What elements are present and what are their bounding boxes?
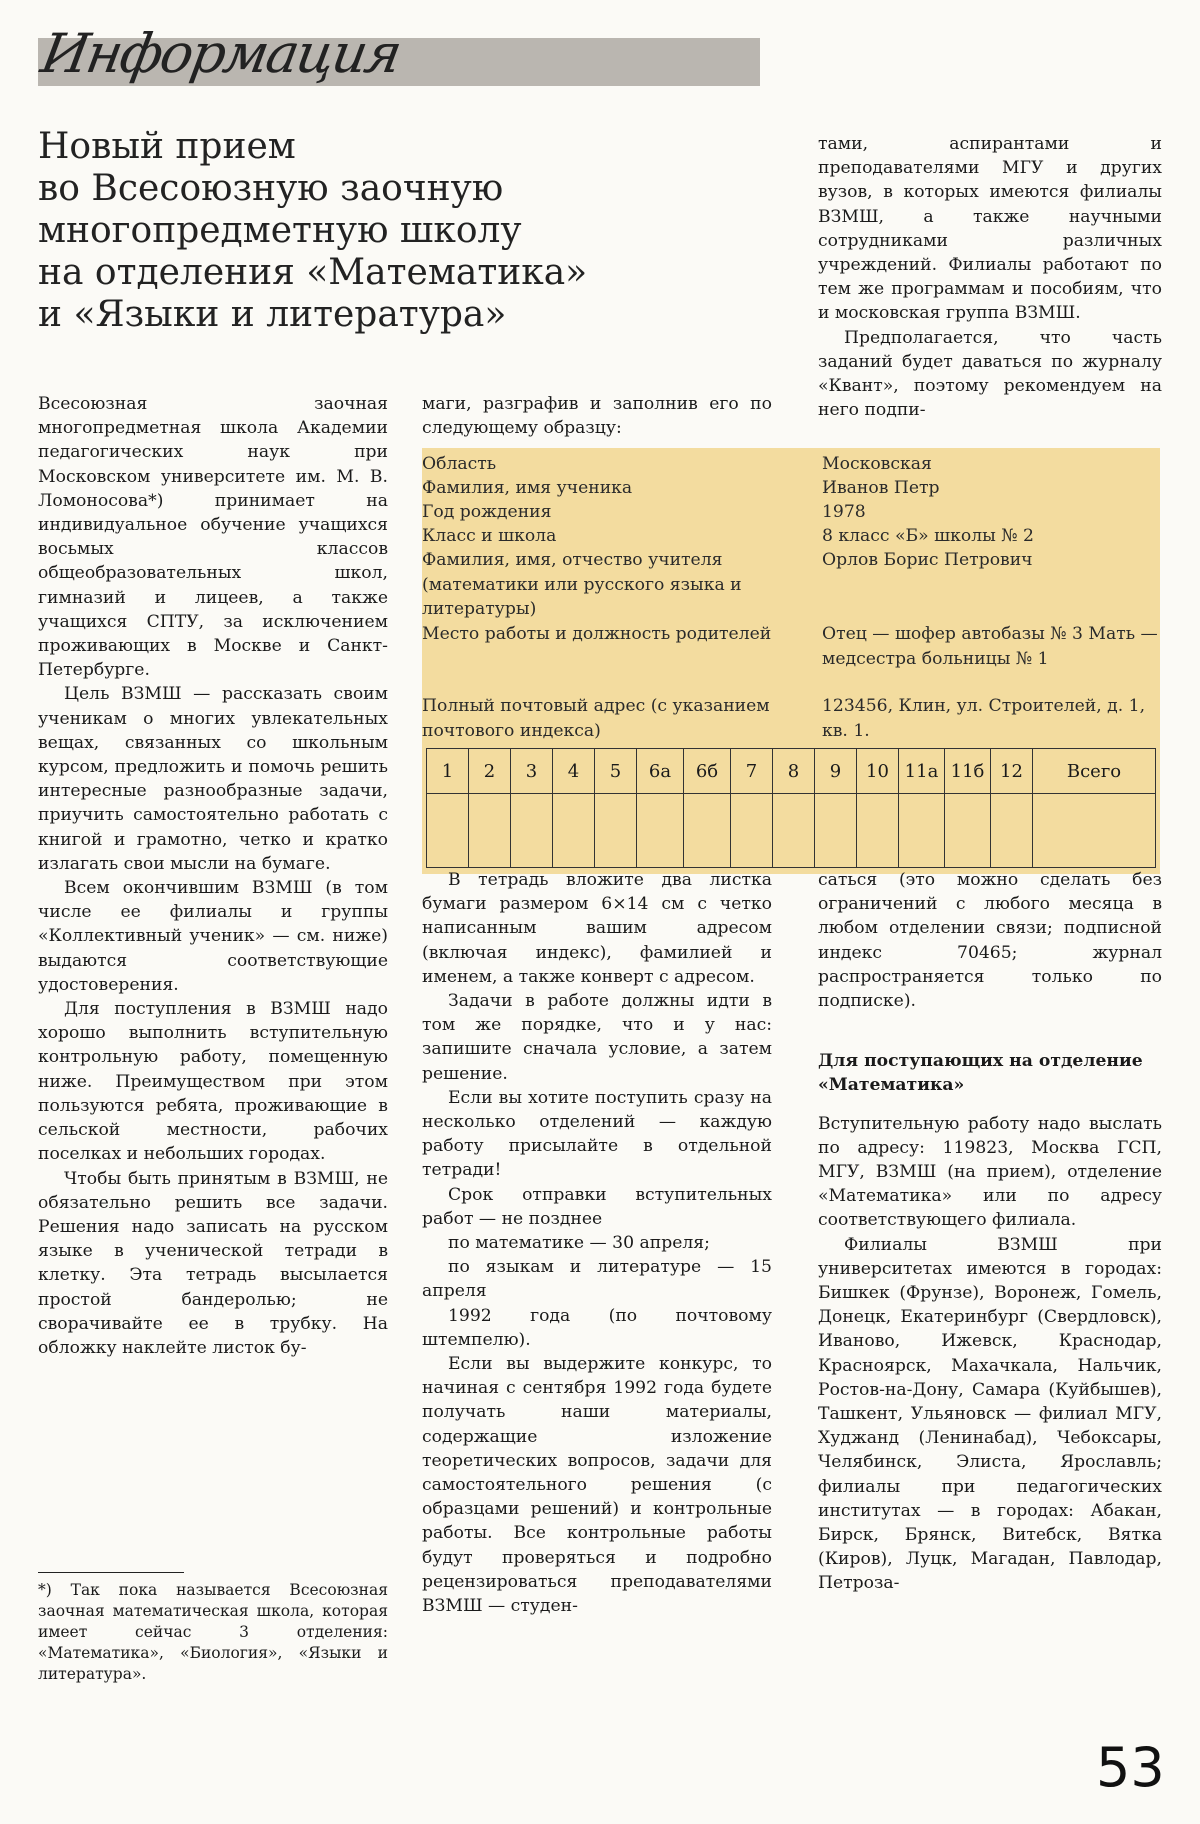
grid-header-cell: 2 (469, 749, 511, 794)
grid-header-cell: 11б (945, 749, 991, 794)
form-label: Класс и школа (422, 526, 557, 546)
form-value: Московская (822, 454, 932, 474)
grid-cell (1033, 794, 1156, 868)
column-3-top (818, 132, 1162, 422)
grid-header-cell: 7 (731, 749, 773, 794)
form-value: 1978 (822, 502, 866, 522)
grid-header-cell: 4 (553, 749, 595, 794)
form-value: 8 класс «Б» школы № 2 (822, 526, 1034, 546)
grid-cell (595, 794, 637, 868)
paragraph: Цель ВЗМШ — рассказать своим ученикам о многих увлекательных вещах, связанных со школьным курсом, предложить и помочь решить интересные разнообразные задачи, приучить самостоятельно работать с книгой и грамотно, четко и кратко излагать свои мысли на бумаге. (38, 684, 388, 874)
paragraph: Предполагается, что часть заданий будет даваться по журналу «Квант», поэтому рекомендуем на него подпи- (818, 327, 1162, 421)
score-grid (426, 748, 1156, 868)
article-title (38, 126, 738, 336)
grid-cell (815, 794, 857, 868)
paragraph: Чтобы быть принятым в ВЗМШ, не обязательно решить все задачи. Решения надо записать на русском языке в ученической тетради в клетку. Эта тетрадь высылается простой бандеролью; не сворачивайте ее в трубку. На обложку наклейте листок бу- (38, 1168, 388, 1358)
grid-cell (553, 794, 595, 868)
paragraph: Филиалы ВЗМШ при университетах имеются в городах: Бишкек (Фрунзе), Воронеж, Гомель, Донецк, Екатеринбург (Свердловск), Иваново, Ижевск, Краснодар, Красноярск, Махачкала, Нальчик, Ростов-на-Дону, Самара (Куйбышев), Ташкент, Ульяновск — филиал МГУ, Худжанд (Ленинабад), Чебоксары, Челябинск, Элиста, Ярославль; филиалы при педагогических институтах — в городах: Абакан, Бирск, Брянск, Витебск, Вятка (Киров), Луцк, Магадан, Павлодар, Петроза- (818, 1234, 1162, 1594)
grid-header-cell: 10 (857, 749, 899, 794)
form-value: 123456, Клин, ул. Строителей, д. 1, кв. 1. (822, 696, 1146, 741)
column-1 (38, 392, 388, 1360)
grid-cell (637, 794, 684, 868)
form-label: Место работы и должность родителей (422, 624, 772, 644)
sample-form (422, 448, 1160, 874)
paragraph: маги, разграфив и заполнив его по следующему образцу: (422, 394, 772, 439)
grid-header-cell: 6б (684, 749, 731, 794)
form-label: Год рождения (422, 502, 552, 522)
grid-header-cell: 6а (637, 749, 684, 794)
grid-cell (773, 794, 815, 868)
form-value: Иванов Петр (822, 478, 940, 498)
paragraph: 1992 года (по почтовому штемпелю). (422, 1305, 772, 1350)
form-label: Фамилия, имя, отчество учителя (математики или русского языка и литературы) (422, 550, 742, 619)
paragraph: саться (это можно сделать без ограничений с любого месяца в любом отделении связи; подписной индекс 70465; журнал распространяется только по подписке). (818, 870, 1162, 1012)
grid-cell (427, 794, 469, 868)
grid-header-cell: 5 (595, 749, 637, 794)
grid-header-cell: 8 (773, 749, 815, 794)
grid-cell (511, 794, 553, 868)
grid-cell (469, 794, 511, 868)
title-line: во Всесоюзную заочную (38, 168, 504, 209)
paragraph: Если вы хотите поступить сразу на несколько отделений — каждую работу присылайте в отдельной тетради! (422, 1087, 772, 1181)
footnote-text: *) Так пока называется Всесоюзная заочная математическая школа, которая имеет сейчас 3 отделения: «Математика», «Биология», «Языки и литература». (38, 1581, 388, 1683)
paragraph: Всесоюзная заочная многопредметная школа Академии педагогических наук при Московском университете им. М. В. Ломоносова*) принимает на индивидуальное обучение учащихся восьмых классов общеобразовательных школ, гимназий и лицеев, а также учащихся СПТУ, за исключением проживающих в Москве и Санкт-Петербурге. (38, 394, 388, 681)
paragraph: Для поступления в ВЗМШ надо хорошо выполнить вступительную контрольную работу, помещенную ниже. Преимуществом при этом пользуются ребята, проживающие в сельской местности, рабочих поселках и небольших городах. (38, 999, 388, 1165)
title-line: и «Языки и литература» (38, 294, 507, 335)
paragraph: Если вы выдержите конкурс, то начиная с сентября 1992 года будете получать наши материалы, содержащие изложение теоретических вопросов, задачи для самостоятельного решения (с образцами решений) и контрольные работы. Все контрольные работы будут проверяться и подробно рецензироваться преподавателями ВЗМШ — студен- (422, 1354, 772, 1617)
grid-cell (684, 794, 731, 868)
paragraph: Срок отправки вступительных работ — не позднее (422, 1184, 772, 1229)
grid-header-cell: 11а (899, 749, 945, 794)
paragraph: по языкам и литературе — 15 апреля (422, 1257, 772, 1302)
grid-header-cell: Всего (1033, 749, 1156, 794)
title-line: Новый прием (38, 126, 296, 167)
grid-empty-row (427, 794, 1156, 868)
section-label: Информация (36, 22, 405, 85)
paragraph: Задачи в работе должны идти в том же порядке, что и у нас: запишите сначала условие, а затем решение. (422, 991, 772, 1084)
paragraph: В тетрадь вложите два листка бумаги размером 6×14 см с четко написанным вашим адресом (включая индекс), фамилией и именем, а также конверт с адресом. (422, 870, 772, 987)
grid-cell (991, 794, 1033, 868)
paragraph: тами, аспирантами и преподавателями МГУ и других вузов, в которых имеются филиалы ВЗМШ, а также научными сотрудниками различных учреждений. Филиалы работают по тем же программам и пособиям, что и московская группа ВЗМШ. (818, 134, 1162, 324)
subheading: Для поступающих на отделение «Математика» (818, 1051, 1143, 1096)
paragraph: по математике — 30 апреля; (448, 1233, 710, 1254)
footnote (38, 1580, 388, 1685)
grid-cell (731, 794, 773, 868)
grid-cell (899, 794, 945, 868)
grid-header-cell: 3 (511, 749, 553, 794)
paragraph: Всем окончившим ВЗМШ (в том числе ее филиалы и группы «Коллективный ученик» — см. ниже) выдаются соответствующие удостоверения. (38, 878, 388, 995)
title-line: многопредметную школу (38, 210, 522, 251)
form-label: Фамилия, имя ученика (422, 478, 633, 498)
grid-header-cell: 1 (427, 749, 469, 794)
form-value: Отец — шофер автобазы № 3 Мать — медсестра больницы № 1 (822, 624, 1158, 669)
form-label: Полный почтовый адрес (с указанием почтового индекса) (422, 696, 770, 741)
column-2 (422, 868, 772, 1618)
form-value: Орлов Борис Петрович (822, 550, 1033, 570)
grid-cell (945, 794, 991, 868)
grid-header-cell: 9 (815, 749, 857, 794)
column-3 (818, 868, 1162, 1596)
page-number: 53 (1096, 1736, 1165, 1799)
grid-cell (857, 794, 899, 868)
score-table (426, 748, 1156, 868)
footnote-divider (38, 1572, 184, 1573)
title-line: на отделения «Математика» (38, 252, 588, 293)
form-label: Область (422, 454, 497, 474)
paragraph: Вступительную работу надо выслать по адресу: 119823, Москва ГСП, МГУ, ВЗМШ (на прием), отделение «Математика» или по адресу соответствующего филиала. (818, 1113, 1162, 1231)
grid-header-cell: 12 (991, 749, 1033, 794)
column-2-intro (422, 392, 772, 440)
